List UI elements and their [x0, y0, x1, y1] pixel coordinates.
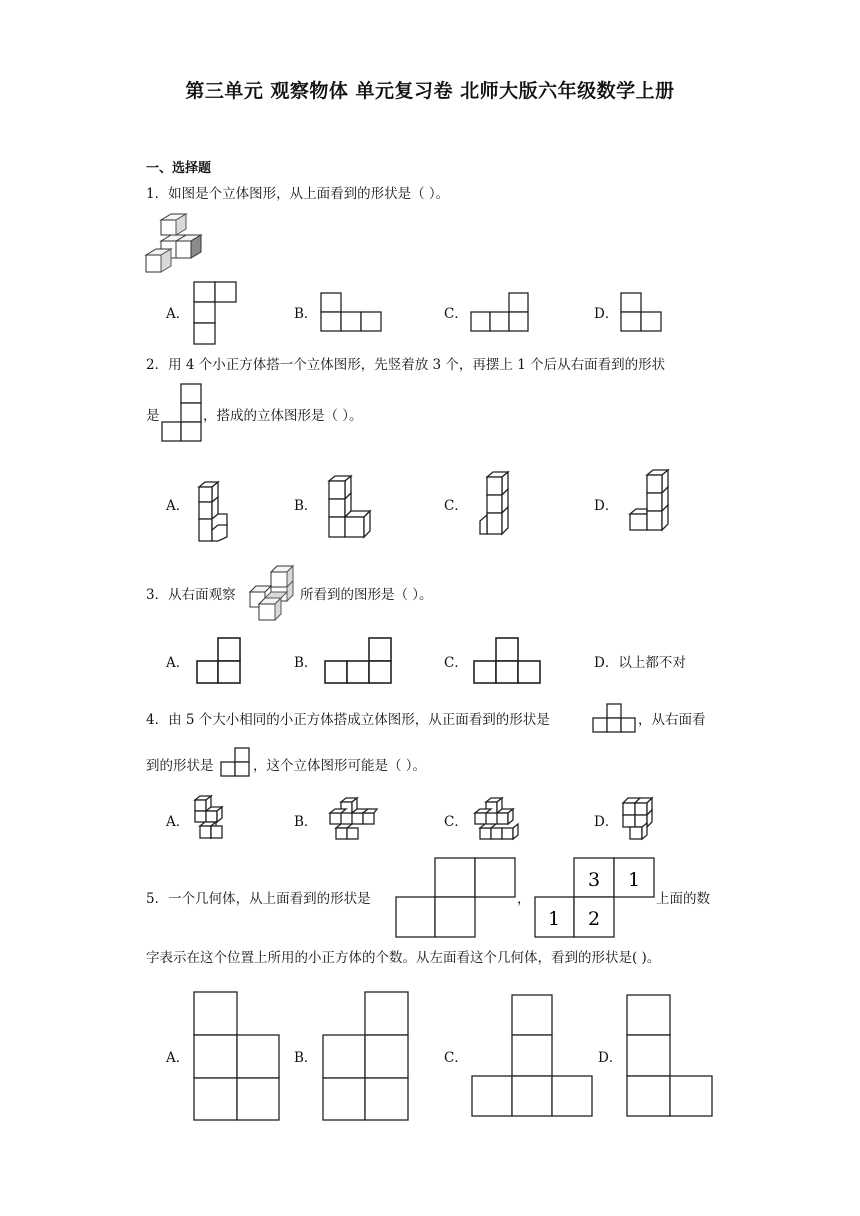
q3-option-c-label[interactable]: C．: [444, 655, 468, 671]
q1-option-b-label[interactable]: B．: [294, 306, 318, 322]
q4-option-d-label[interactable]: D．: [594, 814, 619, 830]
q1-option-c-label[interactable]: C．: [444, 306, 468, 322]
q2-option-b-label[interactable]: B．: [294, 498, 318, 514]
q5-option-b-shape[interactable]: [322, 991, 410, 1123]
question-5-line2: 字表示在这个位置上所用的小正方体的个数。从左面看这个几何体，看到的形状是( )。: [146, 950, 661, 966]
q5-top-view-shape: [395, 857, 517, 939]
q3-option-a-shape[interactable]: [196, 637, 242, 685]
q5-option-a-shape[interactable]: [193, 991, 281, 1123]
q4-option-c-label[interactable]: C．: [444, 814, 468, 830]
q5-option-c-label[interactable]: C．: [444, 1050, 468, 1066]
q3-option-d-label[interactable]: D．以上都不对: [594, 655, 686, 671]
q5-option-c-shape[interactable]: [471, 994, 595, 1118]
q1-option-d-shape[interactable]: [620, 292, 662, 332]
q4-option-c-shape[interactable]: [472, 797, 524, 841]
question-2-prefix: 是: [146, 408, 160, 424]
q2-option-a-shape[interactable]: [196, 481, 232, 545]
q5-option-b-label[interactable]: B．: [294, 1050, 318, 1066]
q2-right-view-shape: [161, 383, 203, 443]
q1-option-d-label[interactable]: D．: [594, 306, 619, 322]
q3-option-b-label[interactable]: B．: [294, 655, 318, 671]
q2-option-d-shape[interactable]: [628, 469, 674, 533]
question-3-suffix: 所看到的图形是（ ）。: [300, 587, 433, 603]
page-title: 第三单元 观察物体 单元复习卷 北师大版六年级数学上册: [185, 80, 675, 102]
q2-option-c-shape[interactable]: [478, 471, 514, 537]
q1-option-b-shape[interactable]: [320, 292, 382, 332]
q4-option-a-shape[interactable]: [193, 795, 233, 843]
q2-option-d-label[interactable]: D．: [594, 498, 619, 514]
q2-option-a-label[interactable]: A．: [166, 498, 190, 514]
question-5-prefix: 5．一个几何体，从上面看到的形状是: [146, 891, 371, 907]
q5-option-a-label[interactable]: A．: [166, 1050, 190, 1066]
q5-option-d-shape[interactable]: [626, 994, 714, 1118]
q3-option-a-label[interactable]: A．: [166, 655, 190, 671]
question-2-suffix: ，搭成的立体图形是（ ）。: [203, 408, 363, 424]
q4-option-b-label[interactable]: B．: [294, 814, 318, 830]
q4-option-b-shape[interactable]: [323, 797, 379, 841]
q2-option-c-label[interactable]: C．: [444, 498, 468, 514]
q5-numbered-grid: [534, 857, 656, 939]
q1-option-a-shape[interactable]: [193, 281, 237, 345]
q1-option-c-shape[interactable]: [470, 292, 530, 332]
q3-option-c-shape[interactable]: [473, 637, 543, 685]
grid-number: 2: [587, 908, 601, 930]
grid-number: 1: [547, 908, 561, 930]
q4-option-a-label[interactable]: A．: [166, 814, 190, 830]
q1-solid-figure: [144, 214, 210, 276]
question-4-line1-suffix: ，从右面看: [638, 712, 706, 728]
grid-number: 3: [587, 869, 601, 891]
q4-option-d-shape[interactable]: [620, 797, 662, 843]
question-5-suffix: 上面的数: [656, 891, 710, 907]
q2-option-b-shape[interactable]: [326, 475, 374, 541]
q3-solid-figure: [246, 565, 296, 623]
question-1-text: 1．如图是个立体图形，从上面看到的形状是（ ）。: [146, 186, 450, 202]
question-2-line1: 2．用 4 个小正方体搭一个立体图形，先竖着放 3 个，再摆上 1 个后从右面看到的形状: [146, 357, 666, 373]
question-4-line1-prefix: 4．由 5 个大小相同的小正方体搭成立体图形，从正面看到的形状是: [146, 712, 550, 728]
question-4-line2-prefix: 到的形状是: [146, 758, 214, 774]
q5-option-d-label[interactable]: D．: [598, 1050, 623, 1066]
grid-number: 1: [627, 869, 641, 891]
q1-option-a-label[interactable]: A．: [166, 306, 190, 322]
q3-option-b-shape[interactable]: [324, 637, 394, 685]
question-3-prefix: 3．从右面观察: [146, 587, 236, 603]
question-4-line2-suffix: ，这个立体图形可能是（ ）。: [253, 758, 427, 774]
question-5-comma: ，: [517, 891, 531, 907]
section-heading: 一、选择题: [146, 161, 212, 176]
q4-front-view-shape: [592, 703, 638, 735]
q4-right-view-shape: [220, 747, 252, 779]
